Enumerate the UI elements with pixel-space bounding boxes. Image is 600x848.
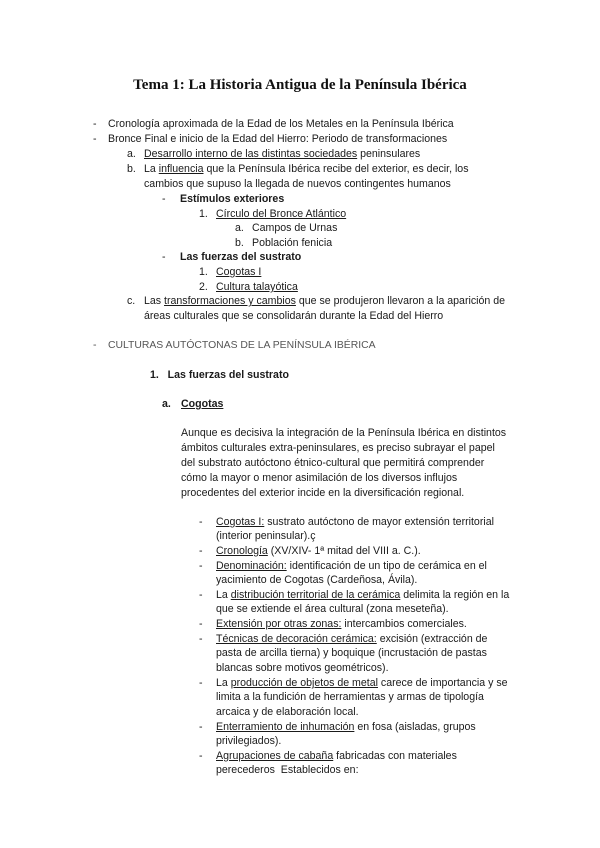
underlined-term: Técnicas de decoración cerámica: [216,633,377,645]
bullet-item-cont: arcaica y de elaboración local. [216,706,359,718]
text-pre: Las [144,295,165,307]
bullet-item [216,559,487,574]
paragraph-line: del substrato autóctono étnico-cultural que permitirá comprender [181,457,485,469]
text-rest: en fosa (aisladas, grupos [354,721,476,733]
list-marker: 1. [199,266,208,278]
bullet-dash: - [199,633,203,645]
text-rest: identificación de un tipo de cerámica en el [286,560,487,572]
outline-item-a [144,147,420,162]
underlined-term: Desarrollo interno de las distintas sociedades [144,148,358,160]
bullet-dash: - [93,339,97,351]
paragraph-line: ámbitos culturales extra-peninsulares, es preciso subrayar el papel [181,442,495,454]
text-rest: que la Península Ibérica recibe del exterior, es decir, los [203,163,469,175]
outline-campos-de-urnas: Campos de Urnas [252,222,338,234]
underlined-term: Extensión por otras zonas: [216,618,342,630]
list-marker: a. [162,398,171,410]
bullet-dash: - [199,677,203,689]
bullet-item [216,617,467,632]
bullet-item [216,632,487,647]
outline-item-c [144,294,505,309]
underlined-term: influencia [158,163,204,175]
section-heading: CULTURAS AUTÓCTONAS DE LA PENÍNSULA IBÉRICA [108,340,376,351]
text-rest: intercambios comerciales. [341,618,467,630]
list-marker: 2. [199,281,208,293]
bullet-dash: - [199,618,203,630]
outline-fuerzas: Las fuerzas del sustrato [180,251,302,263]
outline-poblacion-fenicia: Población fenicia [252,237,333,249]
list-marker: 1. [199,208,208,220]
list-marker: c. [127,295,136,307]
bullet-item-cont: pasta de arcilla tierna) y boquique (incrustación de pastas [216,647,487,659]
outline-item-bronce-final: Bronce Final e inicio de la Edad del Hierro: Periodo de transformaciones [108,133,448,145]
underlined-term: Enterramiento de inhumación [216,721,355,733]
bullet-dash: - [199,545,203,557]
underlined-term: Cogotas I: [216,516,265,528]
text-rest: sustrato autóctono de mayor extensión territorial [264,516,494,528]
text-rest: fabricadas con materiales [333,750,457,762]
outline-circulo: Círculo del Bronce Atlántico [216,208,347,220]
outline-item-b [144,162,469,177]
subsub-heading: Cogotas [181,398,224,410]
bullet-dash: - [93,133,97,145]
bullet-dash: - [199,516,203,528]
text-rest: delimita la región en la [400,589,510,601]
bullet-item-cont: que se extiende el área cultural (zona meseteña). [216,603,449,615]
text-rest: que se produjeron llevaron a la aparición de [295,295,505,307]
bullet-item-cont: perecederos Establecidos en: [216,764,359,776]
bullet-item-cont: blancas sobre motivos geométricos). [216,662,389,674]
text-rest: (XV/XIV- 1ª mitad del VIII a. C.). [267,545,421,557]
text-pre: La [144,163,159,175]
paragraph-line: Aunque es decisiva la integración de la Península Ibérica en distintos [181,427,507,439]
text-pre: La [216,589,231,601]
bullet-item-cont: limita a la fundición de herramientas y armas de tipología [216,691,484,703]
bullet-item [216,749,457,764]
bullet-item-cont: privilegiados). [216,735,282,747]
text-rest: excisión (extracción de [376,633,488,645]
paragraph-line: cómo la mayor o menor asimilación de los diversos influjos [181,472,458,484]
list-marker: a. [127,148,136,160]
list-marker: b. [235,237,244,249]
outline-item-b-line2: cambios que supuso la llegada de nuevos contingentes humanos [144,178,451,190]
list-marker: b. [127,163,136,175]
text-pre: La [216,677,231,689]
bullet-dash: - [162,193,166,205]
text-rest: peninsulares [357,148,421,160]
underlined-term: Cronología [216,545,268,557]
bullet-dash: - [199,721,203,733]
bullet-dash: - [199,560,203,572]
underlined-term: transformaciones y cambios [164,295,296,307]
text-rest: carece de importancia y se [377,677,508,689]
underlined-term: Denominación: [216,560,287,572]
list-marker: a. [235,222,244,234]
bullet-dash: - [199,750,203,762]
bullet-item-cont: yacimiento de Cogotas (Cardeñosa, Ávila). [216,574,418,586]
bullet-dash: - [162,251,166,263]
bullet-item [216,588,509,603]
sub-heading: 1. Las fuerzas del sustrato [150,369,289,381]
bullet-item-cont: (interior peninsular).ç [216,530,316,542]
bullet-dash: - [93,118,97,130]
underlined-term: Agrupaciones de cabaña [216,750,334,762]
page-title: Tema 1: La Historia Antigua de la Península Ibérica [133,77,467,93]
bullet-item [216,720,476,735]
outline-cogotas: Cogotas I [216,266,262,278]
bullet-item [216,676,508,691]
paragraph-line: procedentes del exterior incide en la diversificación regional. [181,487,465,499]
bullet-dash: - [199,589,203,601]
outline-estimulos: Estímulos exteriores [180,193,285,205]
outline-item-chronology: Cronología aproximada de la Edad de los Metales en la Península Ibérica [108,118,454,130]
underlined-term: producción de objetos de metal [230,677,378,689]
bullet-item [216,544,421,559]
outline-item-c-line2: áreas culturales que se consolidarán durante la Edad del Hierro [144,310,444,322]
underlined-term: distribución territorial de la cerámica [230,589,401,601]
bullet-item [216,515,494,530]
outline-talayotica: Cultura talayótica [216,281,298,293]
